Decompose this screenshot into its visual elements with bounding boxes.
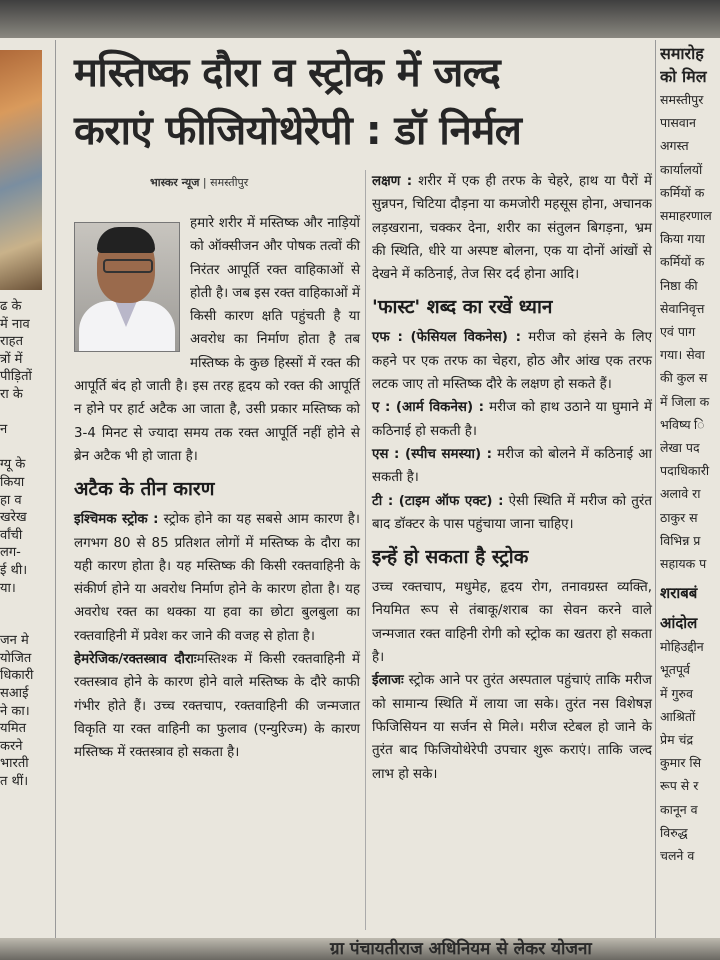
fast-s-text: मरीज को बोलने में कठिनाई आ सकती है।	[372, 446, 652, 486]
subhead-fast: 'फास्ट' शब्द का रखें ध्यान	[372, 296, 553, 319]
text-line: में गुरुव	[660, 685, 693, 701]
treatment-text: स्ट्रोक आने पर तुरंत अस्पताल पहुंचाएं ताकि मरीज को सामान्य स्थिति में लाया जा सके। तुरंत नस विशेषज्ञ फिजिसियन या सर्जन से मिले। मरीज स्टेबल हो जाने के तुरंत बाद फिजियोथेरेपी उपचार शुरू कराएं। ताकि जल्द लाभ हो सके।	[372, 673, 652, 782]
page-bottom-edge	[0, 938, 720, 960]
text-line: सआई	[0, 686, 29, 702]
hemorrhagic-paragraph	[74, 648, 360, 764]
right-story-text	[660, 88, 720, 575]
right-neighbour-column	[660, 42, 720, 938]
left-neighbour-column	[0, 40, 52, 938]
text-line: न	[0, 422, 8, 438]
symptoms-paragraph	[372, 170, 652, 286]
text-line: भूतपूर्व	[660, 662, 690, 678]
text-line: विरुद्ध	[660, 824, 688, 840]
text-line: कार्यालयों	[660, 161, 703, 177]
text-line: त थीं।	[0, 774, 29, 790]
symptoms-text: शरीर में एक ही तरफ के चेहरे, हाथ या पैरों में सुन्नपन, चिटिया दौड़ना या कमजोरी महसूस होना, अचानक लड़खराना, चक्कर देना, शरीर का संतुलन बिगड़ना, भ्रम की स्थिति, धीरे या अस्पष्ट बोलना, एक या दोनों आंखों से देखने में कठिनाई, तेज सिर दर्द होना आदि।	[372, 174, 653, 283]
text-line: रूप से र	[660, 778, 699, 794]
text-line: कर्मियों क	[660, 254, 705, 270]
intro-text: हमारे शरीर में मस्तिष्क और नाड़ियों को ऑक्सीजन और पोषक तत्वों की निरंतर आपूर्ति रक्त वाहिकाओं से होती है। जब इस रक्त वाहिकाओं में किसी कारण क्षति पहुंचती है या अवरोध का निर्माण होता है तब मस्तिष्क के कुछ हिस्सों में रक्त की आपूर्ति बंद हो जाती है। इस तरह हृदय को रक्त की आपूर्ति न होने पर हार्ट अटैक आ जाता है, उसी प्रकार मस्तिष्क को 3-4 मिनट से ज्यादा समय तक रक्त आपूर्ति नहीं होने से ब्रेन अटैक भी हो जाता है।	[74, 216, 360, 464]
text-line: में जिला क	[660, 393, 710, 409]
text-line: ग्यू के	[0, 457, 26, 473]
right-story2-text	[660, 635, 720, 867]
text-line: र्वांची	[0, 527, 23, 543]
byline: भास्कर न्यूज | समस्तीपुर	[150, 176, 249, 189]
text-line: किया गया	[660, 231, 705, 247]
bottom-strip-text: ग्रा पंचायतीराज अधिनियम से लेकर योजना	[330, 939, 592, 959]
treatment-term: ईलाजः	[372, 673, 404, 689]
text-line: अलावे रा	[660, 486, 701, 502]
left-neighbour-text	[0, 298, 52, 791]
column-rule-middle	[365, 170, 366, 930]
ischemic-term: इश्चिमक स्ट्रोक :	[74, 512, 159, 528]
text-line: पदाधिकारी	[660, 463, 710, 479]
symptoms-term: लक्षण :	[372, 174, 413, 189]
text-line: समस्तीपुर	[660, 92, 704, 107]
subhead-three-causes: अटैक के तीन कारण	[74, 478, 215, 501]
text-line: की कुल स	[660, 370, 708, 386]
text-line: लेखा पद	[660, 440, 700, 456]
text-line: लग-	[0, 545, 21, 561]
text-line	[0, 404, 52, 422]
text-line: रा के	[0, 386, 23, 402]
article-column-2	[372, 170, 652, 786]
text-line: योजित	[0, 650, 32, 666]
text-line: आश्रितों	[660, 708, 696, 724]
fast-t-term: टी : (टाइम ऑफ एक्ट) :	[372, 493, 504, 509]
text-line: हा व	[0, 492, 22, 508]
text-line: यमित	[0, 721, 27, 737]
hemorrhagic-term: हेमरेजिक/रक्तस्त्राव दौराः	[74, 652, 197, 668]
text-line: विभिन्न प्र	[660, 532, 701, 548]
treatment-paragraph	[372, 669, 652, 785]
text-line: राहत	[0, 334, 23, 350]
text-line: कर्मियों क	[660, 184, 705, 200]
text-line: ई थी।	[0, 562, 28, 578]
text-line: एवं पाग	[660, 324, 696, 340]
hemorrhagic-text: मस्तिश्क में किसी रक्तवाहिनी में रक्तस्त्राव होने के कारण होने वाले मस्तिष्क के दौरे काफी गंभीर होते हैं। उच्च रक्तचाप, रक्तवाहिनी की जन्मजात विकृति या रक्त वाहिनी का फुलाव (एन्युरिज्म) के कारण मस्तिष्क में रक्तस्त्राव हो सकता है।	[74, 652, 360, 761]
fast-f-paragraph	[372, 326, 652, 396]
text-line: में नाव	[0, 316, 30, 332]
text-line: कुमार सि	[660, 755, 702, 771]
text-line: निष्ठा की	[660, 277, 698, 293]
text-line: धिकारी	[0, 668, 34, 684]
text-line: पीड़ितों	[0, 369, 32, 385]
text-line: या।	[0, 580, 16, 596]
text-line: जन मे	[0, 633, 29, 649]
text-line: अगस्त	[660, 138, 689, 154]
column-rule-left	[55, 40, 56, 938]
fast-t-paragraph	[372, 490, 652, 537]
fast-t-text: ऐसी स्थिति में मरीज को तुरंत बाद डॉक्टर के पास पहुंचाया जाना चाहिए।	[372, 493, 652, 532]
ischemic-paragraph	[74, 508, 360, 648]
right-heading2-line-1: शराबबं	[660, 584, 698, 603]
text-line: ने का।	[0, 703, 30, 719]
text-line	[0, 597, 52, 615]
subhead-risk: इन्हें हो सकता है स्ट्रोक	[372, 546, 529, 569]
text-line: खरेख	[0, 510, 27, 526]
text-line: चलने व	[660, 848, 695, 864]
fast-s-paragraph	[372, 443, 652, 490]
text-line: गया। सेवा	[660, 347, 705, 363]
text-line: किया	[0, 474, 25, 490]
right-heading-line-2: को मिल	[660, 67, 707, 86]
fast-a-paragraph	[372, 396, 652, 443]
text-line: त्रों में	[0, 351, 23, 367]
fast-f-term: एफ : (फेसियल विकनेस) :	[372, 330, 521, 346]
text-line: भविष्य ि	[660, 416, 705, 432]
text-line: ढ के	[0, 299, 22, 314]
text-line: मोहिउद्दीन	[660, 639, 704, 655]
text-line	[0, 615, 52, 633]
column-rule-right	[655, 40, 656, 938]
doctor-portrait	[74, 222, 180, 352]
fast-a-text: मरीज को हाथ उठाने या घुमाने में कठिनाई हो सकती है।	[372, 400, 652, 439]
page-top-edge	[0, 0, 720, 38]
left-neighbour-photo	[0, 50, 42, 290]
headline-line-2: कराएं फीजियोथेरेपी : डॉ निर्मल	[74, 108, 522, 154]
text-line	[0, 439, 52, 457]
headline-line-1: मस्तिष्क दौरा व स्ट्रोक में जल्द	[74, 50, 501, 96]
article-headline	[74, 44, 644, 160]
intro-paragraph	[74, 212, 360, 468]
text-line: समाहरणाल	[660, 208, 712, 224]
fast-s-term: एस : (स्पीच समस्या) :	[372, 446, 492, 462]
ischemic-text: स्ट्रोक होने का यह सबसे आम कारण है। लगभग 80 से 85 प्रतिशत लोगों में मस्तिष्क के दौरा का यही कारण होता है। यह मस्तिष्क की किसी रक्तवाहिनी के संकीर्ण होने या अवरोध निर्माण होने के कारण होता है। यह अवरोध रक्त का थक्का या हवा का छोटा बुलबुला का रक्तवाहिनी में प्रवेश कर जाने की वजह से होता है।	[74, 512, 360, 644]
right-heading-line-1: समारोह	[660, 44, 704, 63]
byline-source: भास्कर न्यूज	[150, 176, 200, 189]
text-line: ठाकुर स	[660, 509, 698, 525]
text-line: प्रेम चंद्र	[660, 732, 694, 748]
fast-f-text: मरीज को हंसने के लिए कहने पर एक तरफ का चेहरा, होठ और आंख एक तरफ लटक जाए तो मस्तिष्क दौरे के लक्षण हो सकते हैं।	[372, 330, 652, 393]
text-line: सेवानिवृत्त	[660, 300, 705, 316]
text-line: पासवान	[660, 115, 696, 131]
byline-place: समस्तीपुर	[210, 176, 249, 189]
text-line: सहायक प	[660, 556, 707, 572]
right-heading2-line-2: आंदोल	[660, 614, 698, 633]
risk-paragraph: उच्च रक्तचाप, मधुमेह, हृदय रोग, तनावग्रस्त व्यक्ति, नियमित रूप से तंबाकू/शराब का सेवन करने वाले जन्मजात रक्त वाहिनी रोगी को स्ट्रोक का खतरा हो सकता है।	[372, 580, 652, 666]
text-line: कानून व	[660, 801, 698, 817]
text-line: करने	[0, 738, 23, 754]
text-line: भारती	[0, 756, 29, 772]
article-column-1	[74, 212, 360, 765]
fast-a-term: ए : (आर्म विकनेस) :	[372, 400, 484, 416]
